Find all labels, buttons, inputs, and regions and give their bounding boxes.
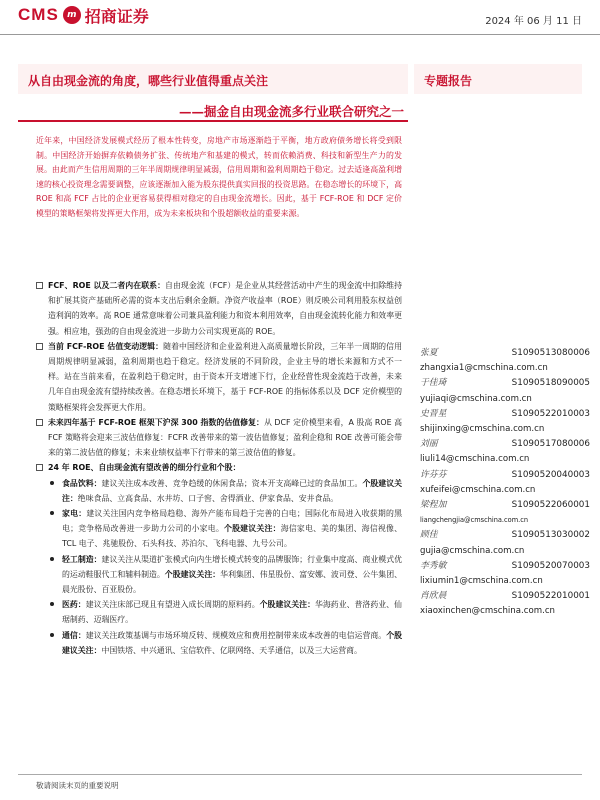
analyst-name: 顾佳 bbox=[420, 530, 438, 541]
pick-label: 个股建议关注： bbox=[62, 630, 402, 655]
report-date: 2024 年 06 月 11 日 bbox=[485, 16, 582, 27]
analyst-name: 许芬芬 bbox=[420, 469, 447, 480]
bullet-text: 随着中国经济和企业盈利进入高质量增长阶段，三年半一周期的信用周期规律明显减弱，盈利周期也趋于稳定。经济发展的不同阶段，企业主导的增长来源和方式不一样。站在当前来看，在盈利趋于稳定时，由于资本开支增速下行，企业经营性现金流趋于改善，未来几年自由现金流有望持续改善。在稳态增长环境下，基于 FCF-ROE 的指标体系以及 DCF 定价模型的策略框架将会发挥更大作用。 bbox=[48, 341, 402, 412]
analyst-entry bbox=[420, 589, 590, 619]
analyst-name: 史晋星 bbox=[420, 408, 447, 419]
sector-picks: 华利集团、伟星股份、富安娜、波司登、公牛集团、晨光股份、百亚股份。 bbox=[62, 569, 402, 595]
sector-head: 家电： bbox=[62, 509, 87, 519]
analyst-name: 梁程加 bbox=[420, 500, 447, 511]
analyst-email: zhangxia1@cmschina.com.cn bbox=[420, 363, 548, 374]
analyst-name: 李秀敏 bbox=[420, 560, 447, 571]
analyst-id: S1090522060001 bbox=[511, 500, 590, 511]
analyst-id: S1090513080006 bbox=[511, 348, 590, 358]
bullet-fcf-roe bbox=[36, 278, 402, 339]
report-title: 从自由现金流的角度，哪些行业值得重点关注 bbox=[28, 74, 269, 88]
sector-text: 建议关注成本改善、竞争趋缓的休闲食品；资本开支高峰已过的食品加工。 bbox=[101, 478, 363, 488]
sector-appliances bbox=[36, 506, 402, 552]
bullet-valuation-logic bbox=[36, 339, 402, 415]
analyst-email: shijinxing@cmschina.com.cn bbox=[420, 424, 545, 435]
analyst-email: yujiaqi@cmschina.com.cn bbox=[420, 393, 532, 404]
analyst-name: 于佳琦 bbox=[420, 378, 447, 389]
analyst-id: S1090522010001 bbox=[511, 591, 590, 602]
main-content bbox=[36, 278, 402, 658]
logo-text: CMS bbox=[18, 5, 59, 24]
analyst-entry bbox=[420, 346, 590, 376]
bullet-head: 未来四年基于 FCF-ROE 框架下沪深 300 指数的估值修复： bbox=[48, 417, 264, 427]
sector-picks: 华海药业、普洛药业、仙琚制药、迈瑞医疗。 bbox=[62, 600, 402, 625]
analyst-id: S1090520040003 bbox=[511, 469, 590, 480]
analyst-id: S1090518090005 bbox=[511, 378, 590, 389]
bullet-valuation-repair bbox=[36, 415, 402, 461]
header-divider bbox=[0, 34, 600, 35]
analyst-entry bbox=[420, 376, 590, 406]
sector-pharma bbox=[36, 597, 402, 627]
bullet-head: 24 年 ROE、自由现金流有望改善的细分行业和个股： bbox=[48, 463, 241, 473]
sector-picks: 海信家电、美的集团、海信视像、TCL 电子、兆驰股份、石头科技、苏泊尔、飞科电器、九号公司。 bbox=[62, 524, 402, 549]
analyst-email: liuli14@cmschina.com.cn bbox=[420, 454, 530, 465]
sector-text: 建议关注从渠道扩张模式向内生增长模式转变的品牌服饰；行业集中度高、商业模式优的运动鞋服代工和辅料制造。 bbox=[62, 554, 402, 579]
analyst-list bbox=[420, 346, 590, 620]
logo-badge-icon: m bbox=[63, 6, 81, 24]
analyst-entry bbox=[420, 437, 590, 467]
bullet-text: 自由现金流（FCF）是企业从其经营活动中产生的现金流中扣除维持和扩展其资产基础所必需的资本支出后剩余金额。净资产收益率（ROE）则反映公司利用股东权益创造利润的效率。高 ROE 通常意味着公司兼具盈利能力和资本利用效率，自由现金流转化能力和效率更强。相应地，强劲的自由现金流进一步助力公司实现更高的 ROE。 bbox=[48, 281, 403, 336]
analyst-email: xiaoxinchen@cmschina.com.cn bbox=[420, 606, 555, 617]
sector-telecom bbox=[36, 628, 402, 658]
logo-cn: 招商证券 bbox=[84, 6, 149, 26]
sector-food bbox=[36, 476, 402, 506]
analyst-entry bbox=[420, 528, 590, 558]
sector-text: 建议关注政策基调与市场环境反转、规模效应和费用控制带来成本改善的电信运营商。 bbox=[85, 630, 387, 640]
analyst-id: S1090522010003 bbox=[511, 408, 590, 419]
sector-picks: 中国铁塔、中兴通讯、宝信软件、亿联网络、天孚通信，以及三大运营商。 bbox=[101, 645, 362, 655]
analyst-id: S1090513030002 bbox=[511, 530, 590, 541]
analyst-id: S1090520070003 bbox=[511, 560, 590, 571]
sector-text: 建议关注床部已现且有望进入成长周期的原料药。 bbox=[85, 600, 260, 610]
bullet-text: 从 DCF 定价模型来看，A 股高 ROE 高 FCF 策略将会迎来三波估值修复：FCFR 改善带来的第一波估值修复；盈利企稳和 ROE 改善可能会带来的第二波估值的修复；未来业绩权益率下行带来的第三波估值的修复。 bbox=[48, 417, 402, 458]
analyst-email: lixiumin1@cmschina.com.cn bbox=[420, 576, 543, 587]
sector-head: 通信： bbox=[62, 630, 86, 640]
report-type: 专题报告 bbox=[424, 74, 473, 88]
page-header bbox=[0, 0, 600, 38]
sector-head: 食品饮料： bbox=[62, 478, 102, 488]
sector-text: 建议关注国内竞争格局趋稳、海外产能布局趋于完善的白电；国际化布局进入收获期的黑电；竞争格局改善进一步助力公司的小家电。 bbox=[62, 509, 402, 534]
pick-label: 个股建议关注： bbox=[164, 569, 221, 579]
report-subtitle: ——掘金自由现金流多行业联合研究之一 bbox=[178, 104, 404, 119]
analyst-email: gujia@cmschina.com.cn bbox=[420, 545, 525, 556]
analyst-name: 张夏 bbox=[420, 348, 438, 358]
analyst-id: S1090517080006 bbox=[511, 439, 590, 450]
sector-light-industry bbox=[36, 552, 402, 598]
analyst-name: 肖欣晨 bbox=[420, 591, 447, 602]
footer-note: 敬请阅读末页的重要说明 bbox=[36, 781, 119, 790]
analyst-entry bbox=[420, 407, 590, 437]
analyst-name: 刘丽 bbox=[420, 439, 438, 450]
sector-head: 轻工制造： bbox=[62, 554, 102, 564]
analyst-entry bbox=[420, 559, 590, 589]
summary-paragraph: 近年来，中国经济发展模式经历了根本性转变，房地产市场逐渐趋于平衡，地方政府债务增长将受到限制。中国经济开始摒弃依赖债务扩张、传统地产和基建的模式，转而依赖消费、科技和新型生产力的发展。由此而产生信用周期的三年半周期规律明显减弱，信用周期和盈利周期趋于稳定。过去适逢高盈利增速的核心投资理念需要调整，应该逐渐加入能为股东提供真实回报的投资思路。在稳态增长的环境下，高 ROE 和高 FCF 占比的企业更容易获得相对稳定的自由现金流增长。因此，基于 FCF-ROE 和 DCF 定价模型的策略框架将发挥更大作用，成为未来板块和个股超额收益的重要来源。 bbox=[36, 136, 402, 218]
pick-label: 个股建议关注： bbox=[259, 600, 315, 610]
footer-divider bbox=[18, 774, 582, 775]
analyst-email: xufeifei@cmschina.com.cn bbox=[420, 484, 536, 495]
bullet-sectors bbox=[36, 460, 402, 475]
bullet-head: 当前 FCF-ROE 估值变动逻辑： bbox=[48, 341, 164, 351]
title-divider bbox=[18, 120, 408, 122]
analyst-entry bbox=[420, 498, 590, 528]
cms-logo bbox=[18, 4, 149, 26]
analyst-email: liangchengjia@cmschina.com.cn bbox=[420, 516, 529, 525]
pick-label: 个股建议关注： bbox=[223, 524, 281, 534]
bullet-head: FCF、ROE 以及二者内在联系： bbox=[48, 281, 166, 290]
sector-head: 医药： bbox=[62, 600, 86, 610]
sector-picks: 绝味食品、立高食品、水井坊、口子窖、舍得酒业、伊家食品、安井食品。 bbox=[77, 493, 339, 503]
pick-label: 个股建议关注： bbox=[62, 478, 402, 503]
analyst-entry bbox=[420, 468, 590, 498]
